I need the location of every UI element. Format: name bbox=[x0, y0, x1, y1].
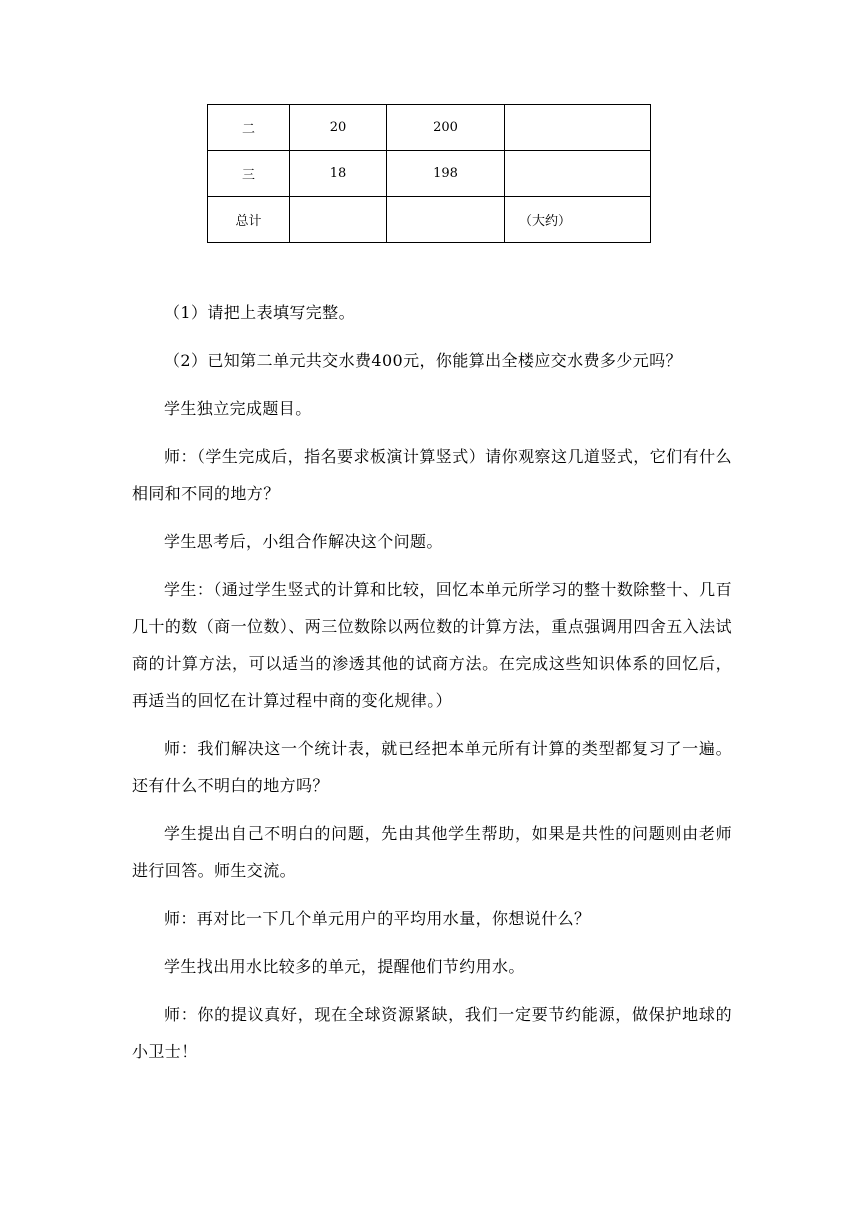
table-cell bbox=[387, 197, 505, 243]
table-cell bbox=[505, 151, 651, 197]
paragraph: 学生找出用水比较多的单元，提醒他们节约用水。 bbox=[164, 957, 525, 976]
table-row bbox=[208, 197, 651, 243]
table-row bbox=[208, 151, 651, 197]
paragraph: （2）已知第二单元共交水费400元，你能算出全楼应交水费多少元吗？ bbox=[164, 351, 682, 370]
paragraph: 学生提出自己不明白的问题，先由其他学生帮助，如果是共性的问题则由老师进行回答。师生交流。 bbox=[132, 824, 732, 880]
water-fee-table bbox=[207, 104, 651, 243]
table-cell bbox=[290, 197, 387, 243]
table-cell: 18 bbox=[290, 151, 387, 197]
table-cell bbox=[505, 105, 651, 151]
paragraph: 师：你的提议真好，现在全球资源紧缺，我们一定要节约能源，做保护地球的小卫士！ bbox=[132, 1005, 732, 1061]
paragraph: 师：（学生完成后，指名要求板演计算竖式）请你观察这几道竖式，它们有什么相同和不同的地方？ bbox=[132, 447, 732, 503]
table-cell: 20 bbox=[290, 105, 387, 151]
table-cell: 三 bbox=[208, 151, 290, 197]
paragraph: 学生：（通过学生竖式的计算和比较，回忆本单元所学习的整十数除整十、几百几十的数（商一位数）、两三位数除以两位数的计算方法，重点强调用四舍五入法试商的计算方法，可以适当的渗透其他的试商方法。在完成这些知识体系的回忆后，再适当的回忆在计算过程中商的变化规律。） bbox=[132, 580, 732, 710]
paragraph: 师：我们解决这一个统计表，就已经把本单元所有计算的类型都复习了一遍。还有什么不明白的地方吗？ bbox=[132, 739, 732, 795]
paragraph: 师：再对比一下几个单元用户的平均用水量，你想说什么？ bbox=[164, 909, 591, 928]
table-row bbox=[208, 105, 651, 151]
table-cell: 总计 bbox=[208, 197, 290, 243]
table-cell: 二 bbox=[208, 105, 290, 151]
body-text bbox=[132, 294, 732, 1081]
table-cell: 200 bbox=[387, 105, 505, 151]
paragraph: 学生思考后，小组合作解决这个问题。 bbox=[164, 532, 443, 551]
table-cell: 198 bbox=[387, 151, 505, 197]
table-cell: （大约） bbox=[505, 197, 651, 243]
paragraph: （1）请把上表填写完整。 bbox=[164, 303, 355, 322]
paragraph: 学生独立完成题目。 bbox=[164, 399, 312, 418]
